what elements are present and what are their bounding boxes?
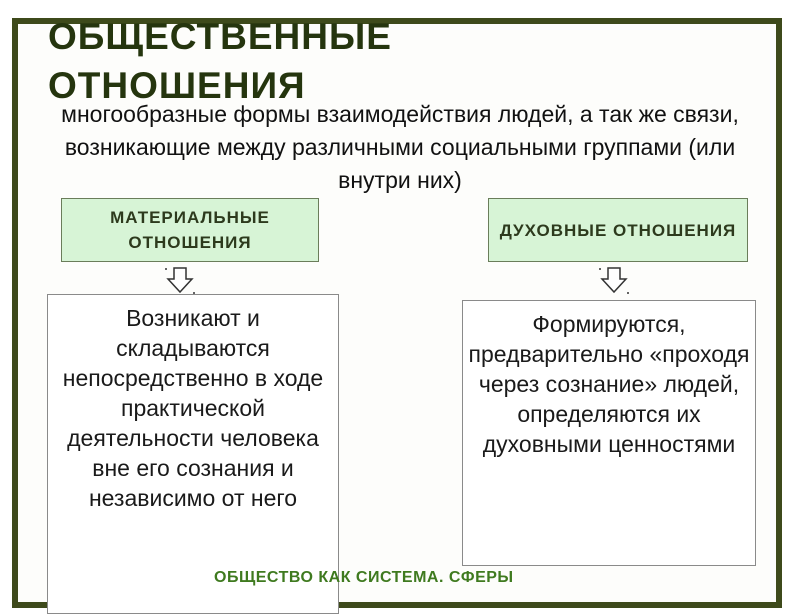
footer-caption: ОБЩЕСТВО КАК СИСТЕМА. СФЕРЫ bbox=[214, 569, 514, 586]
slide-title: ОБЩЕСТВЕННЫЕ ОТНОШЕНИЯ bbox=[48, 16, 392, 106]
spiritual-relations-header: ДУХОВНЫЕ ОТНОШЕНИЯ bbox=[488, 198, 748, 262]
spiritual-relations-description: Формируются, предварительно «проходя через сознание» людей, определяются их духовными ценностями bbox=[462, 300, 756, 566]
down-arrow-icon bbox=[598, 264, 630, 296]
down-arrow-icon bbox=[164, 264, 196, 296]
material-relations-description: Возникают и складываются непосредственно в ходе практической деятельности человека вне его сознания и независимо от него bbox=[47, 294, 339, 614]
slide-subtitle: многообразные формы взаимодействия людей, а так же связи, возникающие между различными социальными группами (или внутри них) bbox=[61, 101, 739, 193]
material-relations-header: МАТЕРИАЛЬНЫЕ ОТНОШЕНИЯ bbox=[61, 198, 319, 262]
